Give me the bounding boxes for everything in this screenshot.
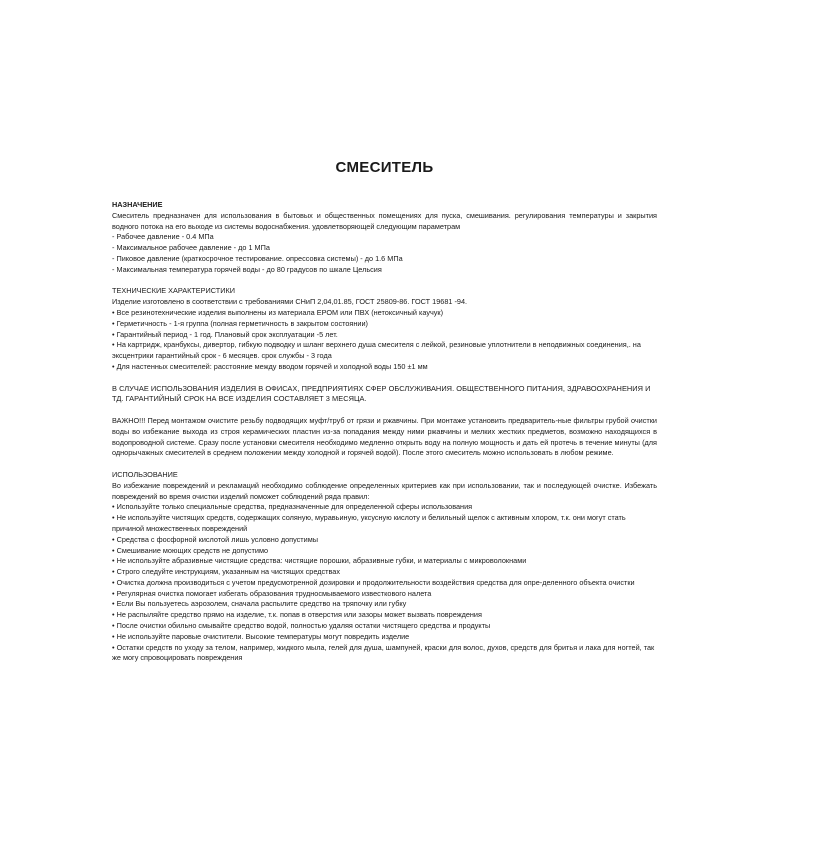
list-item: • Смешивание моющих средств не допустимо <box>112 545 269 555</box>
list-item: • После очистки обильно смывайте средство водой, полностью удаляя остатки чистящего средства и продукты <box>112 621 491 631</box>
list-item: • Не используйте паровые очистители. Высокие температуры могут повредить изделие <box>112 631 410 641</box>
important-text: ВАЖНО!!! Перед монтажом очистите резьбу подводящих муфт/труб от грязи и ржавчины. При монтаже установить предваритель-ные фильтры грубой очистки воды во избежание выхода из строя керамических пластин из-за попадания между ними ржавчины и мелких жестких предметов, возможно находящихся в водопроводной системе. Сразу после установки смесителя необходимо медленно открыть воду на полную мощность и дать ей протечь в течение минуты (для однорычажных смесителей в среднем положении между холодной и горячей водой). После этого смеситель можно использовать в любом режиме. <box>112 415 657 458</box>
list-item: • Гарантийный период - 1 год. Плановый срок эксплуатации -5 лет. <box>112 329 338 339</box>
purpose-heading: НАЗНАЧЕНИЕ <box>112 200 163 209</box>
purpose-section <box>112 200 657 276</box>
list-item: - Максимальная температура горячей воды - до 80 градусов по шкале Цельсия <box>112 264 382 274</box>
document-title: СМЕСИТЕЛЬ <box>335 159 434 176</box>
list-item: • Все резинотехнические изделия выполнены из материала ЕРОМ или ПВХ (нетоксичный каучук) <box>112 307 444 317</box>
specs-section <box>112 286 657 372</box>
list-item: • Если Вы пользуетесь аэрозолем, сначала распылите средство на тряпочку или губку <box>112 599 407 609</box>
purpose-text: Смеситель предназначен для использования в бытовых и общественных помещениях для пуска, смешивания. регулирования температуры и закрытия водного потока на его выходе из системы водоснабжения. удовлетворяющей следующим параметрам <box>112 210 657 231</box>
list-item: • Очистка должна производиться с учетом предусмотренной дозировки и продолжительности воздействия средства для опре-деленного объекта очистки <box>112 577 635 587</box>
list-item: • Средства с фосфорной кислотой лишь условно допустимы <box>112 534 318 544</box>
list-item: - Пиковое давление (краткосрочное тестирование. опрессовка системы) - до 1.6 МПа <box>112 253 403 263</box>
list-item: • Герметичность - 1-я группа (полная герметичность в закрытом состоянии) <box>112 318 368 328</box>
list-item: - Рабочее давление - 0.4 МПа <box>112 232 214 242</box>
list-item: • Не распыляйте средство прямо на изделие, т.к. попав в отверстия или зазоры может вызвать повреждения <box>112 610 482 620</box>
specs-text: Изделие изготовлено в соответствии с требованиями СНиП 2,04,01.85, ГОСТ 25809-86. ГОСТ 19681 -94. <box>112 297 468 307</box>
specs-list <box>112 308 657 373</box>
list-item: • Остатки средств по уходу за телом, например, жидкого мыла, гелей для душа, шампуней, краски для волос, духов, средств для бритья и лака для ногтей, так же могу спровоцировать повреждения <box>112 642 655 663</box>
list-item: • Не используйте абразивные чистящие средства: чистящие порошки, абразивные губки, и материалы с микроволокнами <box>112 556 527 566</box>
notice-section <box>112 384 657 406</box>
warranty-notice: В СЛУЧАЕ ИСПОЛЬЗОВАНИЯ ИЗДЕЛИЯ В ОФИСАХ, ПРЕДПРИЯТИЯХ СФЕР ОБСЛУЖИВАНИЯ. ОБЩЕСТВЕННОГО ПИТАНИЯ, ЗДРАВООХРАНЕНИЯ И ТД. ГАРАНТИЙНЫЙ СРОК НА ВСЕ ИЗДЕЛИЯ СОСТАВЛЯЕТ 3 МЕСЯЦА. <box>112 383 651 404</box>
important-section <box>112 416 657 459</box>
document-body <box>112 200 657 675</box>
list-item: • Не используйте чистящих средств, содержащих соляную, муравьиную, уксусную кислоту и белильный щелок с активным хлором, т.к. они могут стать причиной множественных повреждений <box>112 513 626 533</box>
list-item: • На картридж, кранбуксы, дивертор, гибкую подводку и шланг верхнего душа смесителя с лейкой, резиновые уплотнители в неподвижных соединения,. на эксцентрики гарантийный срок - 6 месяцев. срок службы - 3 года <box>112 340 641 361</box>
usage-text: Во избежание повреждений и рекламаций необходимо соблюдение определенных критериев как при использовании, так и последующей очистке. Избежать повреждений во время очистки изделий поможет соблюдений ряда правил: <box>112 480 657 501</box>
list-item: • Для настенных смесителей: расстояние между вводом горячей и холодной воды 150 ±1 мм <box>112 361 428 371</box>
list-item: • Используйте только специальные средства, предназначенные для определенной сферы использования <box>112 502 473 512</box>
list-item: - Максимальное рабочее давление - до 1 МПа <box>112 243 270 253</box>
specs-heading: ТЕХНИЧЕСКИЕ ХАРАКТЕРИСТИКИ <box>112 286 235 296</box>
usage-section <box>112 470 657 664</box>
purpose-list <box>112 232 657 275</box>
usage-list <box>112 502 657 664</box>
list-item: • Регулярная очистка помогает избегать образования трудносмываемого известкового налета <box>112 588 432 598</box>
list-item: • Строго следуйте инструкциям, указанным на чистящих средствах <box>112 567 340 577</box>
usage-heading: ИСПОЛЬЗОВАНИЕ <box>112 469 178 479</box>
